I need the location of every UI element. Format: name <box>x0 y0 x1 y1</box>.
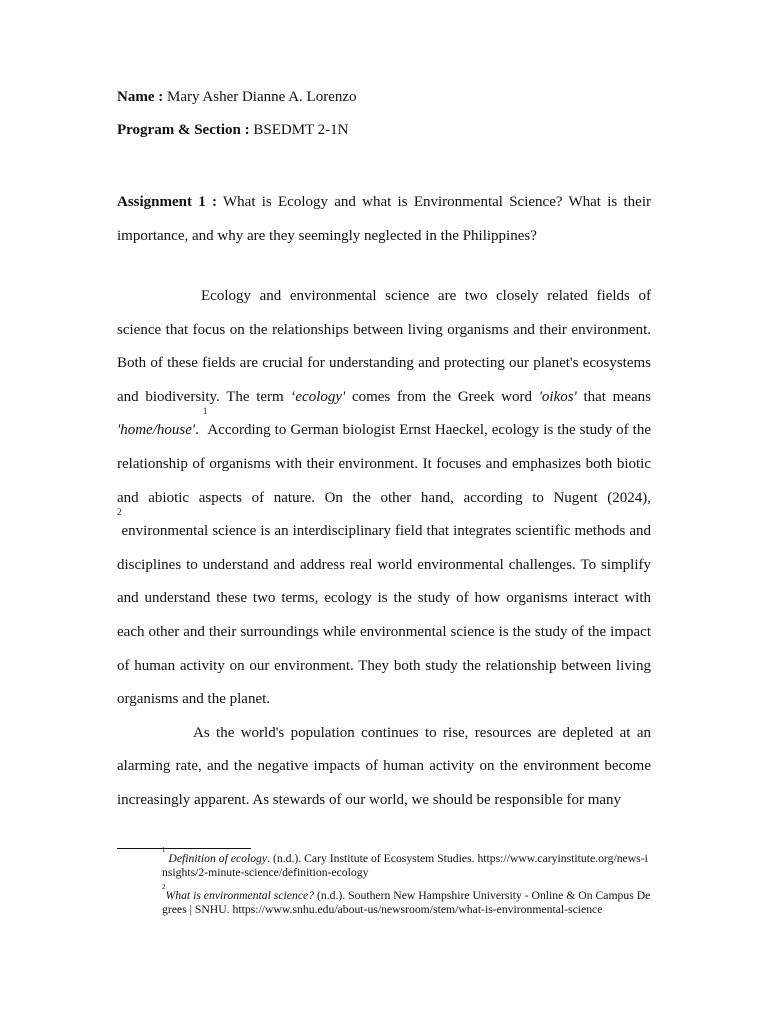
essay-body <box>117 280 651 818</box>
student-name: Mary Asher Dianne A. Lorenzo <box>166 89 357 105</box>
p1-text-f: environmental science is an interdisciplinary field that integrates scientific methods and disciplines to understand and address real world environmental challenges. To simplify and understand these two terms, ecology is the study of how organisms interact with each other and their surroundings while environmental science is the study of the impact of human activity on our environment. They both study the relationship between living organisms and the planet. <box>117 523 651 708</box>
term-ecology: ‘ecology' <box>290 388 346 405</box>
program-section: BSEDMT 2-1N <box>253 122 349 138</box>
term-oikos: 'oikos' <box>538 388 577 405</box>
paragraph-1 <box>117 280 651 717</box>
p1-text-d: . <box>195 422 203 439</box>
p1-text-a: Ecology and environmental science are two closely related fields of science that focus on the relationships between living organisms and their environment. Both of these fields are crucial for understanding and protecting our planet's ecosystems and biodiversity. The term <box>117 288 651 405</box>
footnote-1 <box>162 846 652 879</box>
p1-text-b: comes from the Greek word <box>345 388 539 405</box>
footnote-2-citation: (n.d.). Southern New Hampshire University - Online & On Campus Degrees | SNHU. https://www.snhu.edu/about-us/newsroom/stem/what-is-environmental-science <box>162 889 651 916</box>
footnote-separator <box>117 848 251 849</box>
assignment-label: Assignment 1 : <box>117 194 218 210</box>
program-label: Program & Section : <box>117 122 250 138</box>
footnote-2-title: What is environmental science? <box>165 889 315 903</box>
footnote-ref-2[interactable]: 2 <box>117 507 122 518</box>
footnotes <box>162 846 652 926</box>
footnote-ref-1[interactable]: 1 <box>202 406 208 417</box>
p1-text-e: According to German biologist Ernst Haeckel, ecology is the study of the relationship of organisms with their environment. It focuses and emphasizes both biotic and abiotic aspects of nature. On the other hand, according to Nugent (2024), <box>117 422 651 506</box>
term-home-house: 'home/house' <box>117 422 196 439</box>
paragraph-2: As the world's population continues to rise, resources are depleted at an alarming rate, and the negative impacts of human activity on the environment become increasingly apparent. As stewards of our world, we should be responsible for many <box>117 724 651 808</box>
footnote-2 <box>162 883 652 916</box>
assignment-question: What is Ecology and what is Environmental Science? What is their importance, and why are they seemingly neglected in the Philippines? <box>117 194 651 244</box>
footnote-1-number: 1 <box>162 846 166 854</box>
name-label: Name : <box>117 89 164 105</box>
footnote-2-number: 2 <box>162 883 166 892</box>
footnote-1-citation: . (n.d.). Cary Institute of Ecosystem Studies. https://www.caryinstitute.org/news-insights/2-minute-science/definition-ecology <box>162 852 648 879</box>
footnote-1-title: Definition of ecology <box>168 852 268 865</box>
p1-text-c: that means <box>576 388 651 405</box>
